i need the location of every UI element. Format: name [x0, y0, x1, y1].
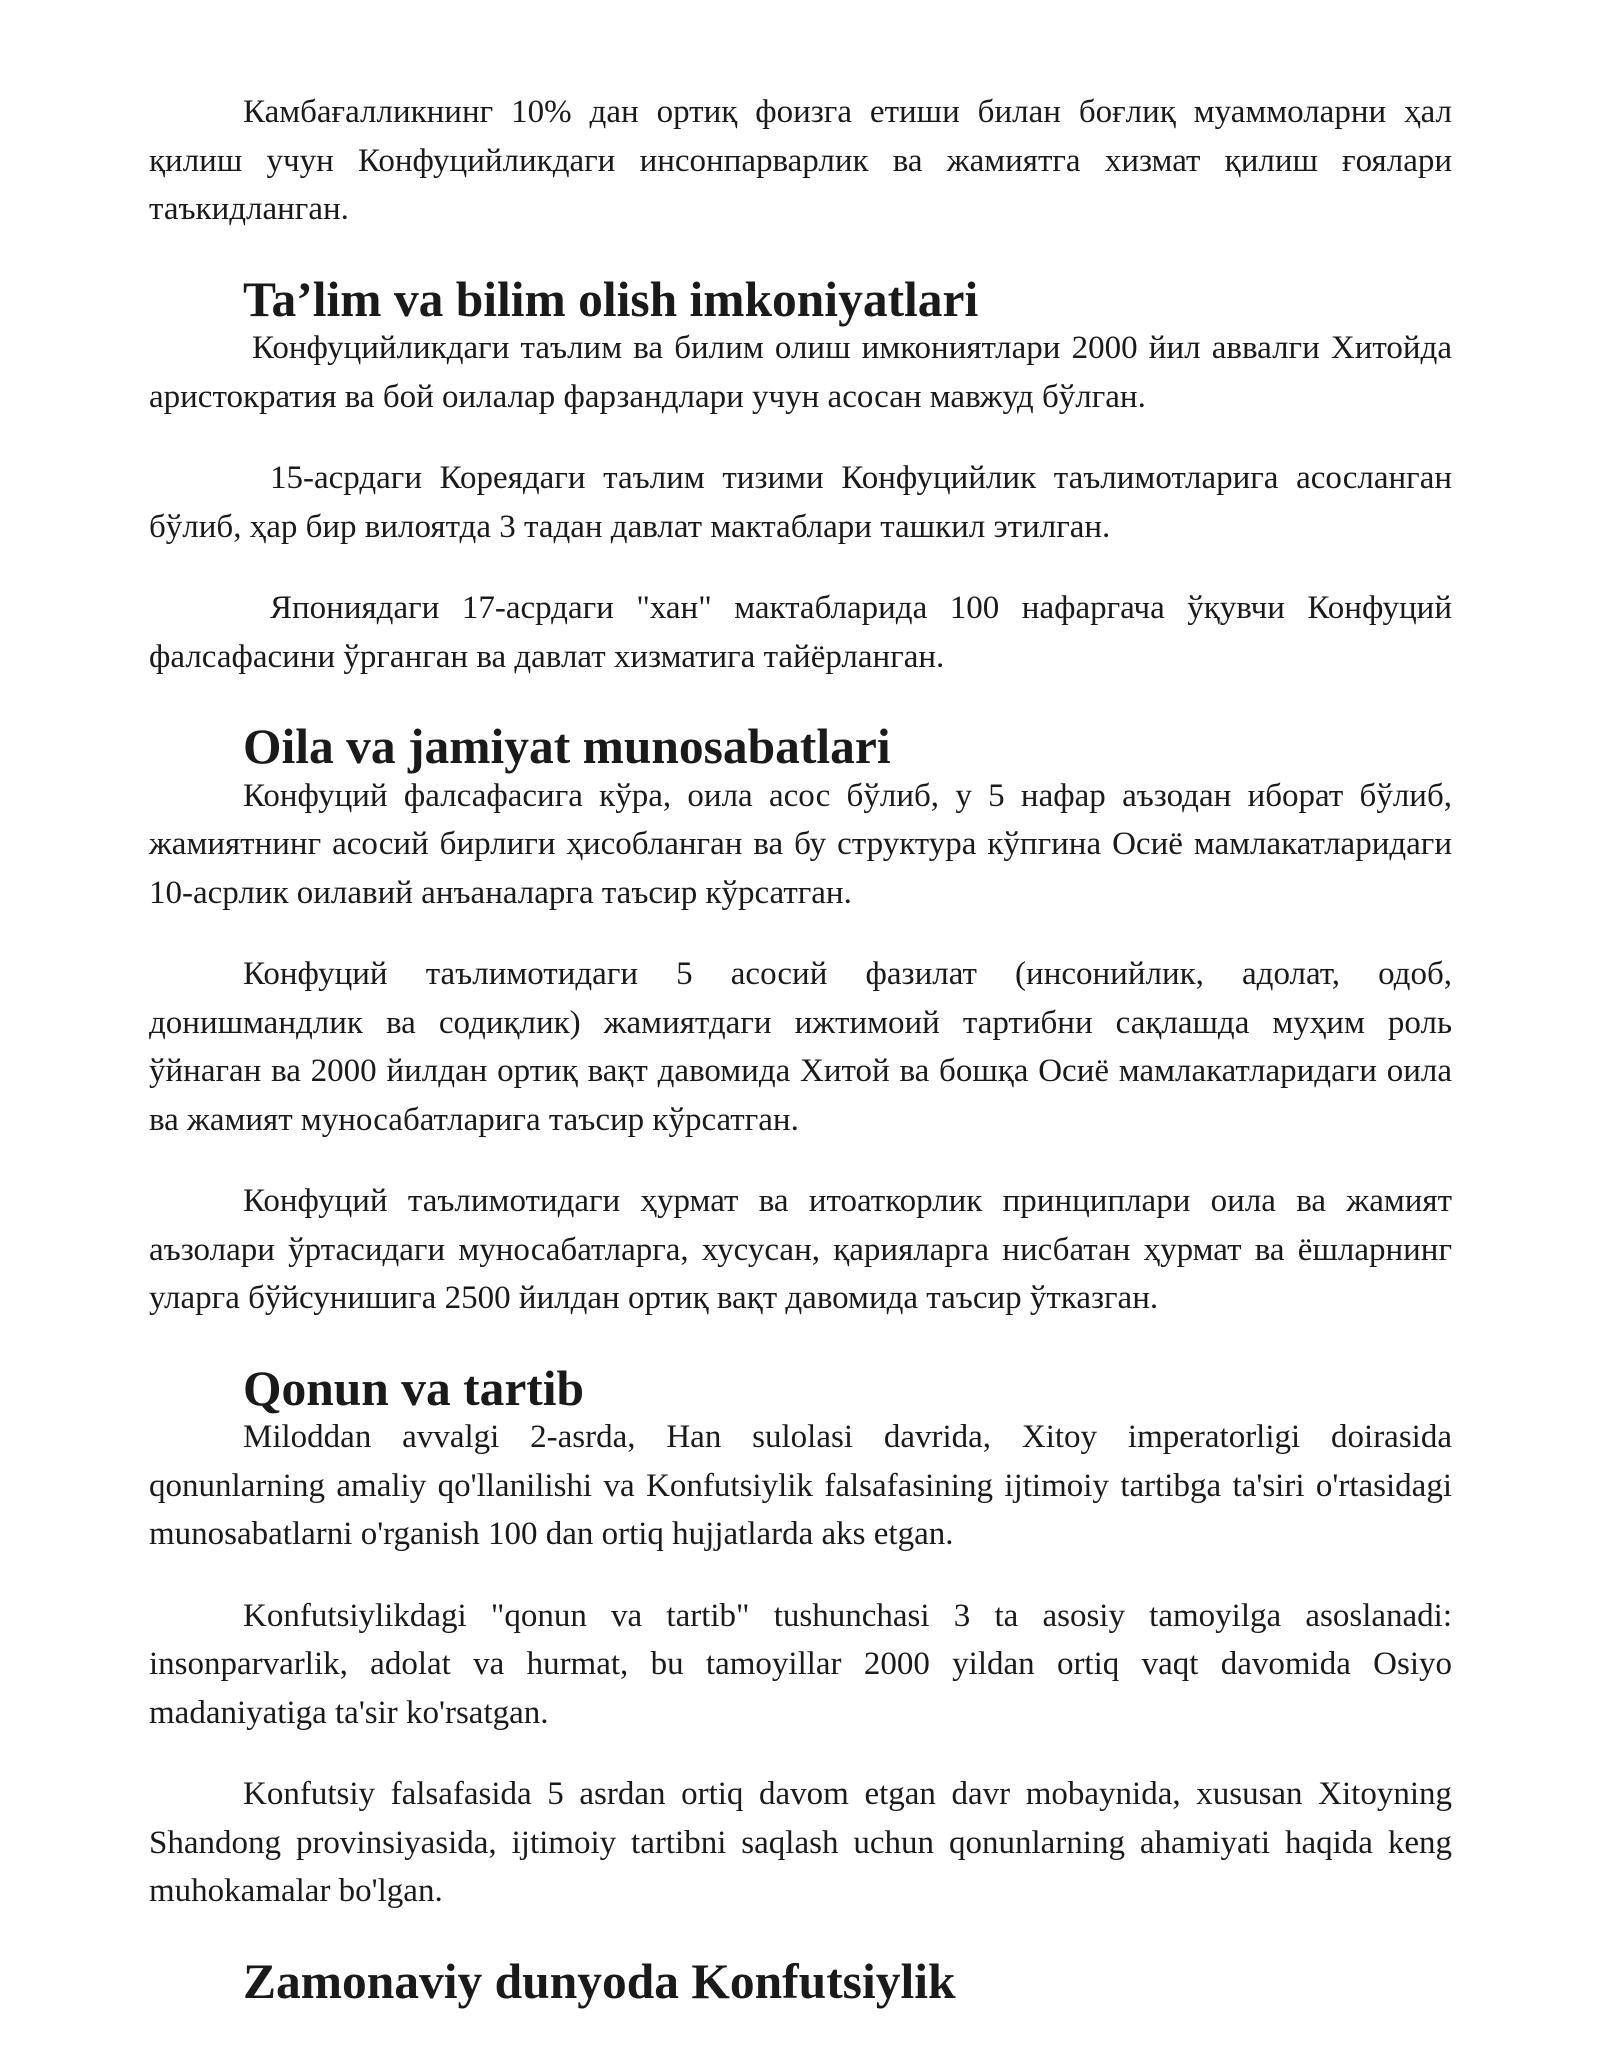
- heading-family: Oila va jamiyat munosabatlari: [243, 719, 891, 774]
- paragraph-education-1: Конфуцийликдаги таълим ва билим олиш имкониятлари 2000 йил аввалги Хитойда аристократия ва бой оилалар фарзандлари учун асосан мавжуд бўлган.: [149, 330, 1452, 415]
- document-page: [149, 88, 1452, 2009]
- paragraph-law-3: Konfutsiy falsafasida 5 asrdan ortiq davom etgan davr mobaynida, xususan Xitoyning Shandong provinsiyasida, ijtimoiy tartibni saqlash uchun qonunlarning ahamiyati haqida keng muhokamalar bo'lgan.: [149, 1776, 1452, 1909]
- paragraph-law-1: Miloddan avvalgi 2-asrda, Han sulolasi davrida, Xitoy imperatorligi doirasida qonunlarning amaliy qo'llanilishi va Konfutsiylik falsafasining ijtimoiy tartibga ta'siri o'rtasidagi munosabatlarni o'rganish 100 dan ortiq hujjatlarda aks etgan.: [149, 1419, 1452, 1552]
- heading-education: Ta’lim va bilim olish imkoniyatlari: [243, 271, 979, 327]
- paragraph-law-2: Konfutsiylikdagi "qonun va tartib" tushunchasi 3 ta asosiy tamoyilga asoslanadi: insonparvarlik, adolat va hurmat, bu tamoyillar 2000 yildan ortiq vaqt davomida Osiyo madaniyatiga ta'sir ko'rsatgan.: [149, 1597, 1452, 1731]
- heading-modern: Zamonaviy dunyoda Konfutsiylik: [243, 1953, 956, 2009]
- paragraph-education-2: 15-асрдаги Кореядаги таълим тизими Конфуцийлик таълимотларига асосланган бўлиб, ҳар бир вилоятда 3 тадан давлат мактаблари ташкил этилган.: [149, 460, 1452, 545]
- paragraph-intro: Камбағалликнинг 10% дан ортиқ фоизга етиши билан боғлиқ муаммоларни ҳал қилиш учун Конфуцийликдаги инсонпарварлик ва жамиятга хизмат қилиш ғоялари таъкидланган.: [149, 94, 1452, 227]
- paragraph-family-2: Конфуций таълимотидаги 5 асосий фазилат (инсонийлик, адолат, одоб, донишмандлик ва содиқлик) жамиятдаги ижтимоий тартибни сақлашда муҳим роль ўйнаган ва 2000 йилдан ортиқ вақт давомида Хитой ва бошқа Осиё мамлакатларидаги оила ва жамият муносабатларига таъсир кўрсатган.: [149, 956, 1452, 1138]
- heading-law: Qonun va tartib: [243, 1360, 585, 1416]
- paragraph-education-3: Япониядаги 17-асрдаги "хан" мактабларида 100 нафаргача ўқувчи Конфуций фалсафасини ўрганган ва давлат хизматига тайёрланган.: [149, 590, 1452, 675]
- paragraph-family-1: Конфуций фалсафасига кўра, оила асос бўлиб, у 5 нафар аъзодан иборат бўлиб, жамиятнинг асосий бирлиги ҳисобланган ва бу структура кўпгина Осиё мамлакатларидаги 10-асрлик оилавий анъаналарга таъсир кўрсатган.: [149, 777, 1452, 911]
- paragraph-family-3: Конфуций таълимотидаги ҳурмат ва итоаткорлик принциплари оила ва жамият аъзолари ўртасидаги муносабатларга, хусусан, қарияларга нисбатан ҳурмат ва ёшларнинг уларга бўйсунишига 2500 йилдан ортиқ вақт давомида таъсир ўтказган.: [149, 1183, 1452, 1316]
